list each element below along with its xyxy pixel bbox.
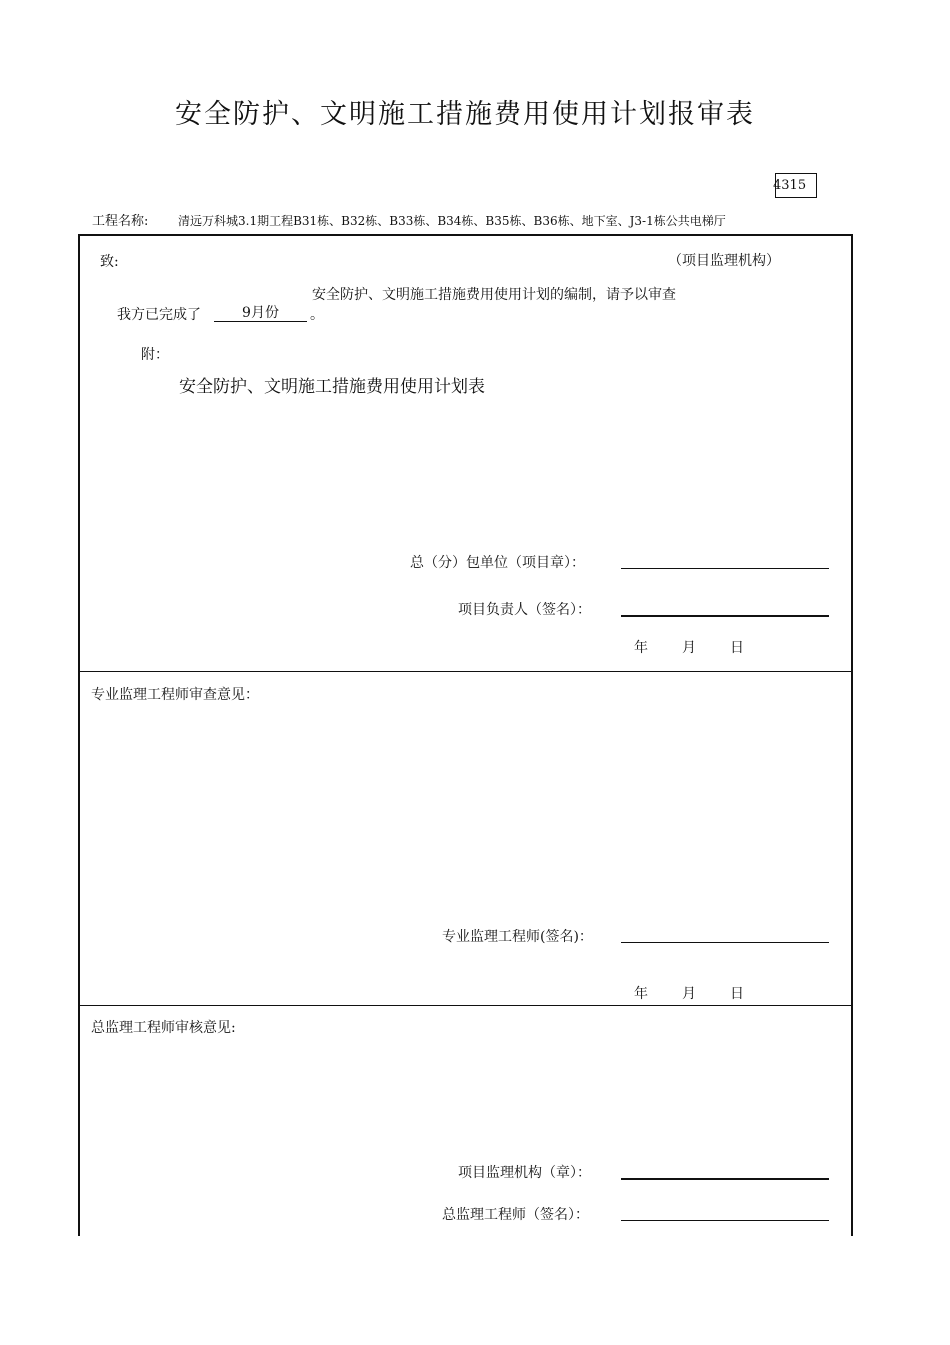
date-month: 月 xyxy=(682,640,696,656)
date-day: 日 xyxy=(730,640,744,656)
date-year: 年 xyxy=(634,986,648,1002)
project-name-value: 清远万科城3.1期工程B31栋、B32栋、B33栋、B34栋、B35栋、B36栋、地下室、J3-1栋公共电梯厅 xyxy=(178,214,726,228)
content-suffix: 。 xyxy=(310,307,324,323)
manager-sign-label: 项目负责人（签名）： xyxy=(458,602,591,618)
attachment-item: 安全防护、文明施工措施费用使用计划表 xyxy=(179,377,485,397)
chief-review-heading: 总监理工程师审核意见: xyxy=(91,1020,236,1036)
engineer-review-heading: 专业监理工程师审查意见： xyxy=(91,687,259,703)
date-month: 月 xyxy=(682,986,696,1002)
supervision-org-label: （项目监理机构） xyxy=(668,253,780,269)
contractor-seal-line xyxy=(621,568,829,569)
section-divider xyxy=(78,671,851,672)
project-name-label: 工程名称: xyxy=(92,214,149,229)
org-seal-line xyxy=(621,1178,829,1180)
period-value: 9月份 xyxy=(214,302,307,322)
to-label: 致: xyxy=(100,254,119,270)
chief-sign-line xyxy=(621,1220,829,1221)
content-prefix: 我方已完成了 xyxy=(117,307,201,323)
chief-sign-label: 总监理工程师（签名）： xyxy=(442,1207,589,1223)
engineer-sign-line xyxy=(621,942,829,943)
form-code: 4315 xyxy=(775,173,817,198)
attachment-label: 附： xyxy=(141,347,169,363)
org-seal-label: 项目监理机构（章）： xyxy=(458,1165,591,1181)
engineer-sign-label: 专业监理工程师(签名)： xyxy=(442,929,593,945)
date-year: 年 xyxy=(634,640,648,656)
manager-sign-line xyxy=(621,615,829,617)
section-divider xyxy=(78,1005,851,1006)
contractor-seal-label: 总（分）包单位（项目章）： xyxy=(410,555,585,571)
date-day: 日 xyxy=(730,986,744,1002)
content-line-1: 安全防护、文明施工措施费用使用计划的编制，请予以审查 xyxy=(312,287,676,303)
page-title: 安全防护、文明施工措施费用使用计划报审表 xyxy=(175,99,755,130)
